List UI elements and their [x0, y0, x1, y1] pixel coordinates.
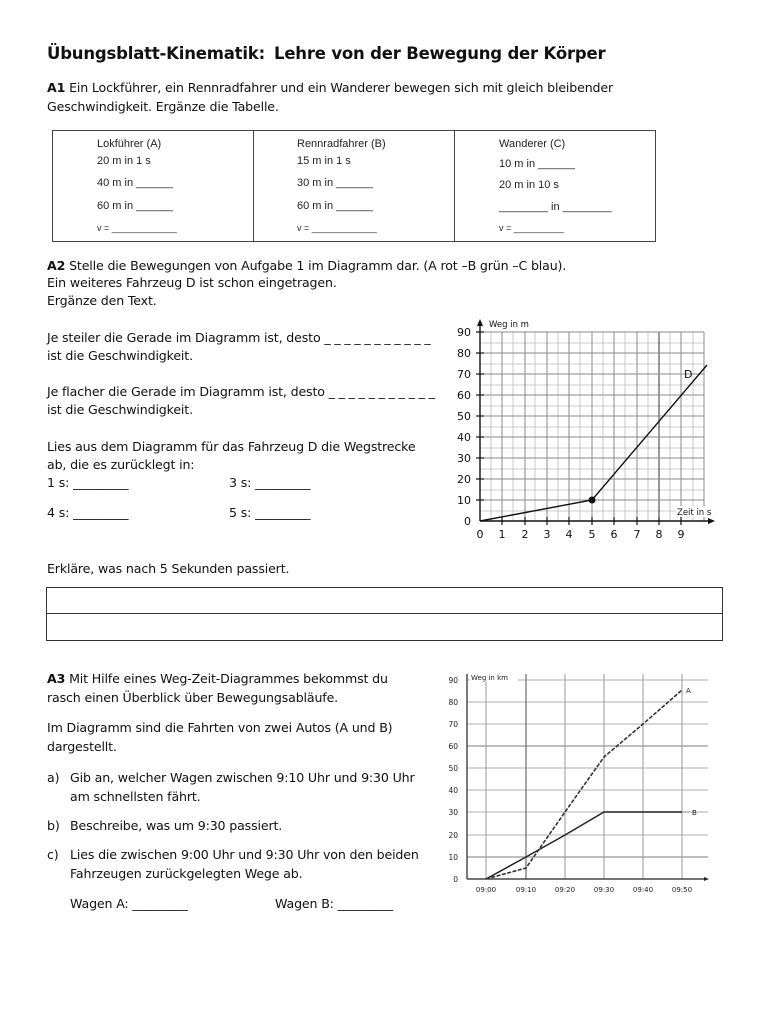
question-b-label: b): [47, 818, 60, 833]
a2-text-3: Ergänze den Text.: [47, 293, 157, 308]
answer-wagen-a[interactable]: Wagen A: _________: [70, 896, 188, 911]
table-cell[interactable]: 30 m in ______: [297, 177, 373, 189]
a1-text-2: Geschwindigkeit. Ergänze die Tabelle.: [47, 99, 279, 114]
blank-4s[interactable]: 4 s: _________: [47, 505, 129, 520]
flat-sentence[interactable]: Je flacher die Gerade im Diagramm ist, desto _ _ _ _ _ _ _ _ _ _ _: [47, 384, 435, 399]
svg-text:1: 1: [498, 528, 506, 541]
column-header: Rennradfahrer (B): [297, 138, 386, 150]
question-b: Beschreibe, was um 9:30 passiert.: [70, 818, 283, 833]
steep-sentence-end: ist die Geschwindigkeit.: [47, 348, 193, 363]
svg-text:7: 7: [633, 528, 641, 541]
page-title: [47, 44, 606, 63]
blank-5s[interactable]: 5 s: _________: [229, 505, 311, 520]
blank-3s[interactable]: 3 s: _________: [229, 475, 311, 490]
a3-text-2: rasch einen Überblick über Bewegungsabläufe.: [47, 690, 339, 705]
table-cell: 20 m in 1 s: [97, 155, 151, 167]
svg-text:90: 90: [457, 326, 471, 339]
answer-box[interactable]: [46, 587, 723, 641]
a1-text-1: Ein Lockführer, ein Rennradfahrer und ein Wanderer bewegen sich mit gleich bleibender: [65, 80, 614, 95]
read-instruction: Lies aus dem Diagramm für das Fahrzeug D die Wegstrecke: [47, 439, 416, 454]
a2-label: A2: [47, 258, 66, 273]
svg-text:20: 20: [448, 831, 458, 840]
point-marker: [589, 497, 596, 504]
a1-intro: [47, 78, 613, 97]
svg-text:3: 3: [543, 528, 551, 541]
svg-text:09:10: 09:10: [515, 886, 537, 894]
table-cell[interactable]: ________ in ________: [499, 201, 612, 213]
line-label-d: D: [684, 368, 693, 381]
axes: [467, 674, 706, 879]
flat-sentence-end: ist die Geschwindigkeit.: [47, 402, 193, 417]
question-c-2: Fahrzeugen zurückgelegten Wege ab.: [70, 866, 303, 881]
svg-text:09:00: 09:00: [475, 886, 497, 894]
a3-intro: [47, 669, 388, 688]
a1-table: [52, 130, 656, 242]
read-instruction-2: ab, die es zurücklegt in:: [47, 457, 195, 472]
svg-text:80: 80: [457, 347, 471, 360]
a3-desc-1: Im Diagramm sind die Fahrten von zwei Autos (A und B): [47, 720, 393, 735]
svg-text:70: 70: [457, 368, 471, 381]
table-cell: 20 m in 10 s: [499, 179, 559, 191]
table-column-c: [455, 131, 655, 241]
line-label-b: B: [692, 809, 697, 817]
svg-text:90: 90: [448, 676, 458, 685]
svg-text:0: 0: [464, 515, 471, 528]
x-axis-arrow-icon: [704, 877, 709, 881]
question-c-label: c): [47, 847, 59, 862]
table-cell[interactable]: 60 m in ______: [297, 200, 373, 212]
y-axis-label: Weg in km: [471, 674, 508, 682]
table-cell[interactable]: v = __________: [499, 223, 564, 233]
distance-time-chart-d: [440, 315, 730, 545]
svg-text:09:40: 09:40: [632, 886, 654, 894]
table-column-a: [53, 131, 254, 241]
answer-line-divider: [47, 613, 722, 614]
svg-text:40: 40: [457, 431, 471, 444]
svg-text:09:30: 09:30: [593, 886, 615, 894]
y-axis-arrow-icon: [477, 319, 483, 326]
column-header: Wanderer (C): [499, 138, 566, 150]
question-a-2: am schnellsten fährt.: [70, 789, 201, 804]
svg-text:9: 9: [677, 528, 685, 541]
a1-label: A1: [47, 80, 66, 95]
a3-desc-2: dargestellt.: [47, 739, 117, 754]
x-tick-labels: [476, 886, 692, 894]
title-part-1: Übungsblatt-Kinematik:: [47, 44, 265, 63]
svg-text:70: 70: [448, 720, 458, 729]
svg-text:50: 50: [457, 410, 471, 423]
line-label-a: A: [686, 687, 691, 695]
table-cell[interactable]: 60 m in ______: [97, 200, 173, 212]
y-axis-label: Weg in m: [489, 320, 529, 330]
svg-text:20: 20: [457, 473, 471, 486]
x-axis-arrow-icon: [708, 518, 715, 524]
column-header: Lokführer (A): [97, 138, 162, 150]
svg-text:30: 30: [457, 452, 471, 465]
answer-wagen-b[interactable]: Wagen B: _________: [275, 896, 393, 911]
table-cell[interactable]: 40 m in ______: [97, 177, 173, 189]
x-tick-labels: [477, 528, 685, 541]
table-column-b: [254, 131, 455, 241]
svg-text:0: 0: [453, 875, 458, 884]
svg-text:4: 4: [565, 528, 573, 541]
a3-label: A3: [47, 671, 66, 686]
svg-text:8: 8: [655, 528, 663, 541]
table-cell[interactable]: 10 m in ______: [499, 158, 575, 170]
a3-text-1: Mit Hilfe eines Weg-Zeit-Diagrammes bekommst du: [65, 671, 388, 686]
question-a: Gib an, welcher Wagen zwischen 9:10 Uhr und 9:30 Uhr: [70, 770, 415, 785]
x-axis-label: Zeit in s: [677, 508, 712, 518]
y-tick-labels: [457, 326, 471, 528]
svg-text:09:20: 09:20: [554, 886, 576, 894]
svg-text:40: 40: [448, 786, 458, 795]
title-part-2: Lehre von der Bewegung der Körper: [274, 44, 606, 63]
svg-text:09:50: 09:50: [671, 886, 693, 894]
table-cell[interactable]: v = _____________: [97, 223, 177, 233]
table-cell: 15 m in 1 s: [297, 155, 351, 167]
a2-text-2: Ein weiteres Fahrzeug D ist schon eingetragen.: [47, 275, 337, 290]
y-tick-labels: [448, 676, 458, 884]
svg-text:0: 0: [476, 528, 484, 541]
table-cell[interactable]: v = _____________: [297, 223, 377, 233]
svg-text:60: 60: [457, 389, 471, 402]
question-a-label: a): [47, 770, 60, 785]
explain-prompt: Erkläre, was nach 5 Sekunden passiert.: [47, 561, 290, 576]
svg-text:60: 60: [448, 742, 458, 751]
svg-text:6: 6: [610, 528, 618, 541]
distance-time-chart-cars: [440, 668, 730, 898]
svg-text:30: 30: [448, 808, 458, 817]
blank-1s[interactable]: 1 s: _________: [47, 475, 129, 490]
a2-text-1: Stelle die Bewegungen von Aufgabe 1 im Diagramm dar. (A rot –B grün –C blau).: [65, 258, 567, 273]
horizontal-grid: [467, 680, 708, 857]
vertical-grid: [486, 674, 682, 879]
svg-text:2: 2: [521, 528, 529, 541]
steep-sentence[interactable]: Je steiler die Gerade im Diagramm ist, desto _ _ _ _ _ _ _ _ _ _ _: [47, 330, 431, 345]
line-b: [486, 812, 682, 879]
svg-text:5: 5: [588, 528, 596, 541]
question-c: Lies die zwischen 9:00 Uhr und 9:30 Uhr von den beiden: [70, 847, 419, 862]
svg-text:10: 10: [457, 494, 471, 507]
axes: [480, 322, 712, 521]
line-a: [486, 690, 682, 879]
svg-text:80: 80: [448, 698, 458, 707]
major-grid: [480, 332, 704, 521]
svg-text:50: 50: [448, 764, 458, 773]
svg-text:10: 10: [448, 853, 458, 862]
